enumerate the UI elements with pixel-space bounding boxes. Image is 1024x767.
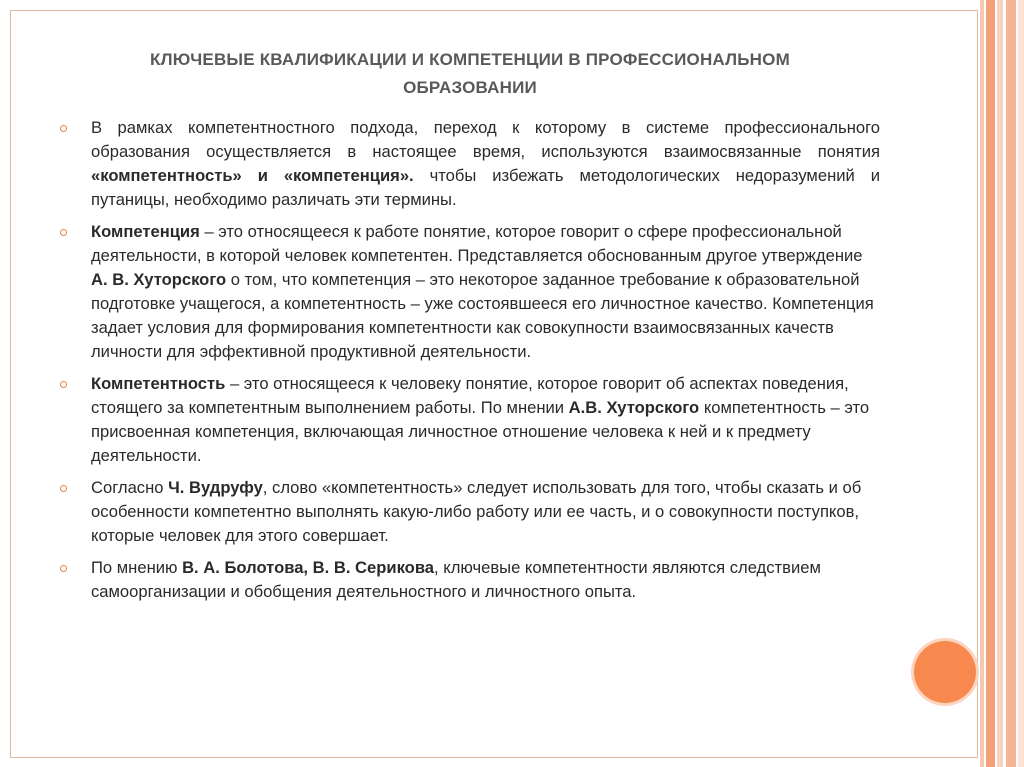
title-line-1: КЛЮЧЕВЫЕ КВАЛИФИКАЦИИ И КОМПЕТЕНЦИИ В ПРОФЕССИОНАЛЬНОМ: [150, 50, 790, 69]
bullet-text: По мнению: [91, 558, 183, 577]
bullet-item: [60, 556, 880, 604]
circle-bullet-icon: [60, 381, 67, 388]
stripe: [980, 0, 984, 767]
bullet-list: [60, 116, 880, 612]
bullet-bold-text: Компетенция: [91, 222, 200, 241]
bullet-text: – это относящееся к человеку понятие, которое говорит об аспектах поведения, стоящего за компетентным выполнением работы. По мнении: [91, 374, 849, 417]
bullet-bold-text: Компетентность: [91, 374, 226, 393]
bullet-bold-text: А. В. Хуторского: [91, 270, 227, 289]
bullet-bold-text: «компетентность» и «компетенция».: [91, 166, 414, 185]
bullet-text: Согласно: [91, 478, 169, 497]
bullet-bold-text: Ч. Вудруфу: [168, 478, 263, 497]
stripe: [986, 0, 995, 767]
bullet-text: чтобы избежать методологических недоразумений и путаницы, необходимо различать эти термины.: [91, 166, 880, 209]
bullet-bold-text: В. А. Болотова, В. В. Серикова: [182, 558, 435, 577]
bullet-text: , ключевые компетентности являются следствием самоорганизации и обобщения деятельностного и личностного опыта.: [91, 558, 821, 601]
bullet-text: – это относящееся к работе понятие, которое говорит о сфере профессиональной деятельности, в которой человек компетентен. Представляется обоснованным другое утверждение: [91, 222, 863, 265]
bullet-item: [60, 220, 880, 364]
bullet-text: , слово «компетентность» следует использовать для того, чтобы сказать и об особенности компетентно выполнять какую-либо работу или ее часть, и о совокупности поступков, которые человек для этого совершает.: [91, 478, 862, 545]
bullet-bold-text: А.В. Хуторского: [568, 398, 700, 417]
circle-bullet-icon: [60, 485, 67, 492]
bullet-text: компетентность – это присвоенная компетенция, включающая личностное отношение человека к ней и к предмету деятельности.: [91, 398, 870, 465]
bullet-item: [60, 372, 880, 468]
slide-title: [100, 46, 840, 102]
circle-bullet-icon: [60, 125, 67, 132]
bullet-text: В рамках компетентностного подхода, переход к которому в системе профессионального образования осуществляется в настоящее время, используются взаимосвязанные понятия: [91, 118, 880, 161]
bullet-item: [60, 476, 880, 548]
circle-bullet-icon: [60, 565, 67, 572]
decorative-stripes: [980, 0, 1024, 767]
stripe: [1006, 0, 1016, 767]
stripe: [997, 0, 1003, 767]
stripe: [1018, 0, 1024, 767]
decorative-orange-circle: [914, 641, 976, 703]
circle-bullet-icon: [60, 229, 67, 236]
bullet-text: о том, что компетенция – это некоторое заданное требование к образовательной подготовке учащегося, а компетентность – уже состоявшееся его личностное качество. Компетенция задает условия для формирования компетентности как совокупности взаимосвязанных качеств личности для эффективной продуктивной деятельности.: [91, 270, 874, 361]
bullet-item: [60, 116, 880, 212]
title-line-2: ОБРАЗОВАНИИ: [403, 78, 537, 97]
